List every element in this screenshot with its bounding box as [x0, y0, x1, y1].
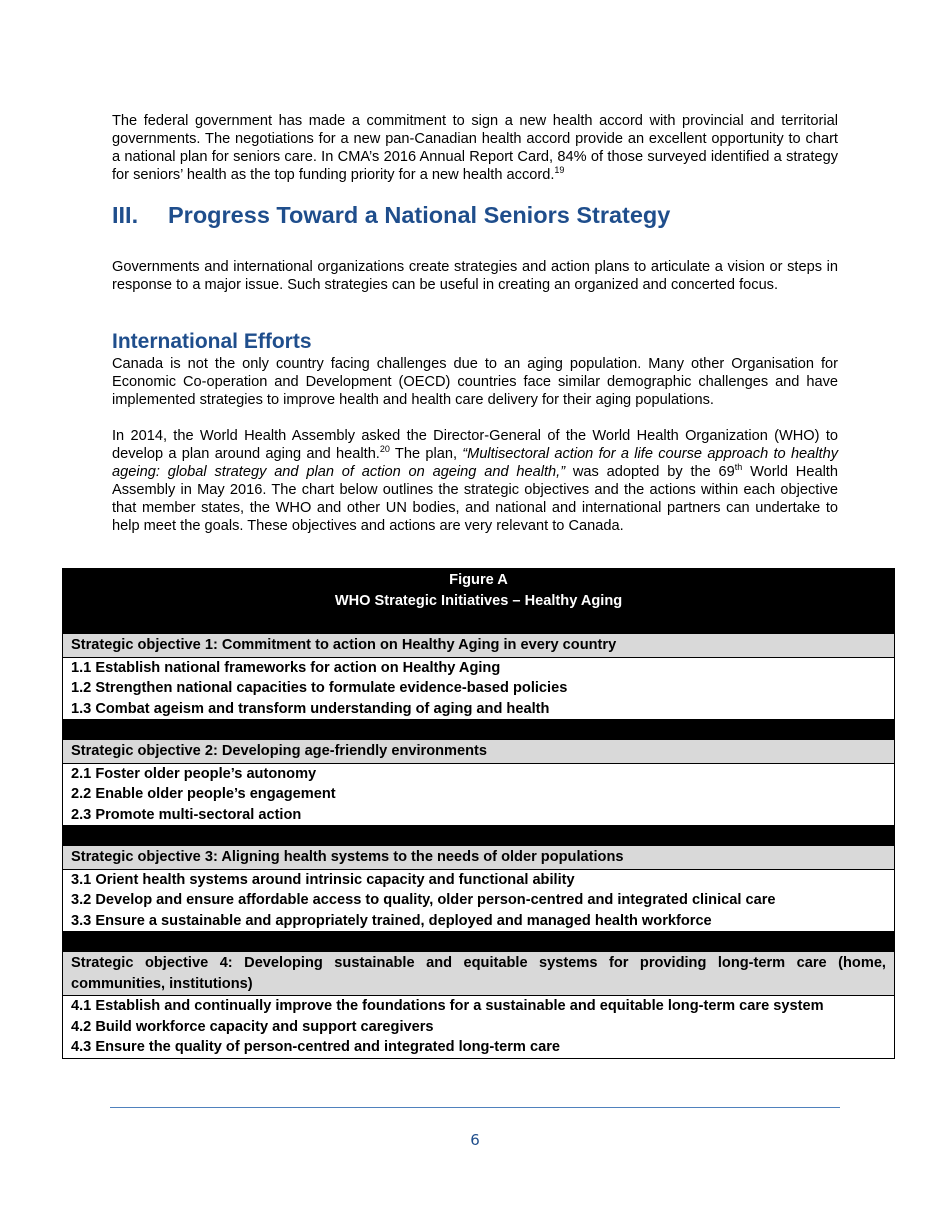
- objective-item: 1.2 Strengthen national capacities to formulate evidence-based policies: [71, 680, 568, 696]
- international-paragraph-2: In 2014, the World Health Assembly asked the Director-General of the World Health Organization (WHO) to develop a plan around aging and health.$^{20}$ The plan, “Multisectoral action for a life course approach to healthy ageing: global strategy and plan of action on ageing and health,” was adopted by the 69th World Health Assembly in May 2016. The chart below outlines the strategic objectives and the actions within each objective that member states, the WHO and other UN bodies, and national and international partners can undertake to help meet the goals. These objectives and actions are very relevant to Canada.: [112, 428, 838, 534]
- figure-header: [63, 569, 894, 633]
- section-title: Progress Toward a National Seniors Strategy: [168, 202, 671, 228]
- separator-bar: [63, 719, 894, 739]
- section-heading: [112, 199, 670, 231]
- objective-title: Strategic objective 1: Commitment to action on Healthy Aging in every country: [63, 633, 894, 658]
- objective-item: 2.3 Promote multi-sectoral action: [71, 806, 302, 823]
- objective-item: 4.2 Build workforce capacity and support caregivers: [71, 1018, 434, 1035]
- objective-title: Strategic objective 4: Developing sustainable and equitable systems for providing long-term care (home, communities, institutions): [63, 951, 894, 996]
- page-number: 6: [470, 1131, 480, 1149]
- objective-item: 4.1 Establish and continually improve the foundations for a sustainable and equitable long-term care system: [71, 998, 824, 1014]
- footnote-ref: 20: [379, 444, 390, 455]
- section-paragraph: Governments and international organizations create strategies and action plans to articulate a vision or steps in response to a major issue. Such strategies can be useful in creating an organized and concerted focus.: [112, 259, 838, 293]
- figure-title: WHO Strategic Initiatives – Healthy Aging: [334, 592, 623, 609]
- intro-paragraph: The federal government has made a commitment to sign a new health accord with provincial and territorial governments. The negotiations for a new pan-Canadian health accord provide an excellent opportunity to chart a national plan for seniors care. In CMA’s 2016 Annual Report Card, 84% of those surveyed identified a strategy for seniors’ health as the top funding priority for a new health accord.$^{19}$: [112, 113, 838, 183]
- objective-item: 3.2 Develop and ensure affordable access to quality, older person-centred and integrated clinical care: [71, 892, 776, 908]
- footer-divider: [110, 1107, 840, 1108]
- objective-item: 2.2 Enable older people’s engagement: [71, 786, 336, 802]
- objective-item: 3.1 Orient health systems around intrinsic capacity and functional ability: [71, 871, 575, 888]
- plan-title: “Multisectoral action for a life course approach to healthy ageing: global strategy and plan of action on ageing and health,”: [112, 446, 838, 480]
- subsection-heading: International Efforts: [112, 330, 312, 353]
- objective-item: 4.3 Ensure the quality of person-centred and integrated long-term care: [71, 1039, 560, 1055]
- objective-title: Strategic objective 2: Developing age-friendly environments: [63, 739, 894, 764]
- international-paragraph-1: Canada is not the only country facing challenges due to an aging population. Many other Organisation for Economic Co-operation and Development (OECD) countries face similar demographic challenges and have implemented strategies to improve health and health care delivery for their aging populations.: [112, 356, 838, 408]
- separator-bar: [63, 931, 894, 951]
- objective-item: 1.1 Establish national frameworks for action on Healthy Aging: [71, 659, 501, 676]
- figure-label: Figure A: [449, 572, 508, 588]
- section-number: III.: [112, 202, 139, 228]
- figure-a-table: [62, 568, 895, 1059]
- objective-title: Strategic objective 3: Aligning health systems to the needs of older populations: [63, 845, 894, 870]
- objective-item: 2.1 Foster older people’s autonomy: [71, 765, 317, 782]
- footnote-ref: 19: [554, 165, 565, 176]
- objective-item: 3.3 Ensure a sustainable and appropriately trained, deployed and managed health workforce: [71, 912, 712, 929]
- objective-item: 1.3 Combat ageism and transform understanding of aging and health: [71, 700, 550, 717]
- separator-bar: [63, 825, 894, 845]
